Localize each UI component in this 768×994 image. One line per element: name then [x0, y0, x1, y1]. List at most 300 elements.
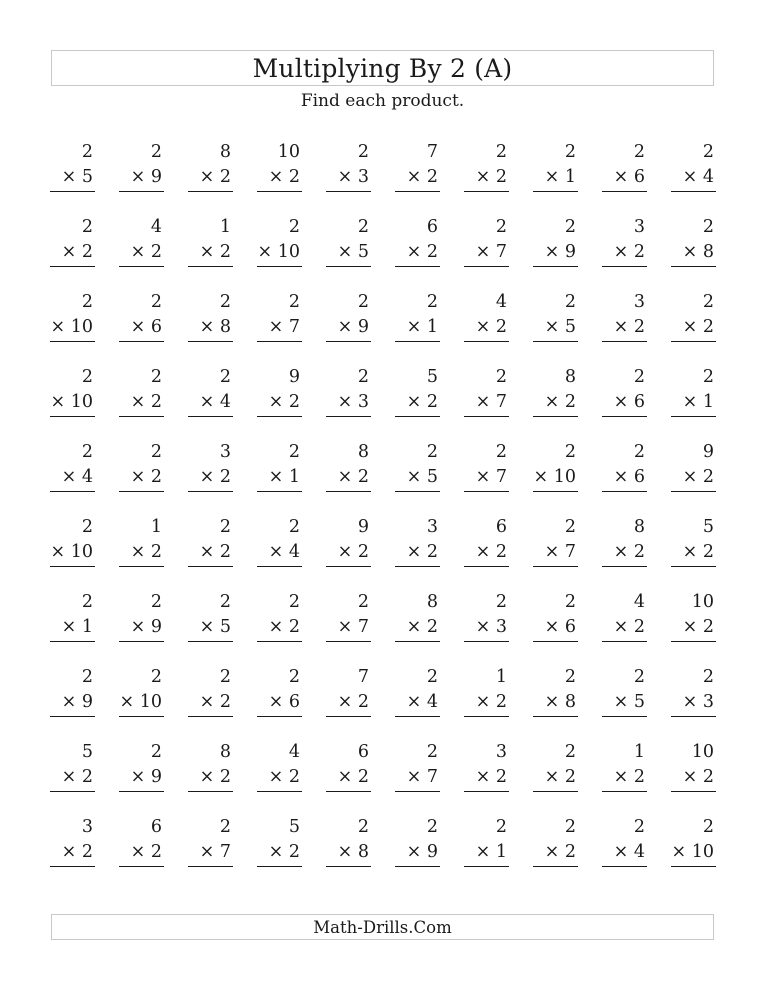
multiplicand: 4	[633, 592, 645, 612]
multiplier-value: 4	[288, 542, 300, 562]
multiplier-value: 2	[702, 467, 714, 487]
times-sign: ×	[268, 392, 284, 412]
answer-line	[326, 491, 371, 492]
multiplier-value: 2	[219, 692, 231, 712]
multiplication-problem	[462, 588, 509, 663]
answer-line	[533, 341, 578, 342]
times-sign: ×	[50, 542, 66, 562]
multiplier-value: 2	[426, 167, 438, 187]
multiplier	[476, 165, 507, 189]
multiplier-value: 5	[564, 317, 576, 337]
multiplicand: 2	[81, 142, 93, 162]
multiplier-value: 2	[81, 242, 93, 262]
multiplier-value: 2	[150, 842, 162, 862]
times-sign: ×	[475, 392, 491, 412]
multiplier-value: 7	[495, 392, 507, 412]
answer-line	[50, 266, 95, 267]
multiplication-problem	[600, 363, 647, 438]
multiplicand: 2	[150, 292, 162, 312]
multiplier	[683, 165, 714, 189]
multiplicand: 2	[81, 442, 93, 462]
multiplication-problem	[255, 513, 302, 588]
multiplier	[476, 615, 507, 639]
multiplicand: 2	[288, 592, 300, 612]
multiplication-problem	[531, 588, 578, 663]
multiplier-value: 10	[139, 692, 162, 712]
times-sign: ×	[544, 167, 560, 187]
multiplication-problem	[324, 588, 371, 663]
multiplier-value: 2	[495, 542, 507, 562]
multiplier	[200, 240, 231, 264]
answer-line	[257, 341, 302, 342]
times-sign: ×	[475, 167, 491, 187]
times-sign: ×	[130, 542, 146, 562]
multiplication-problem	[117, 813, 164, 888]
answer-line	[188, 641, 233, 642]
multiplication-problem	[324, 138, 371, 213]
multiplicand: 3	[81, 817, 93, 837]
multiplication-problem	[48, 738, 95, 813]
multiplication-problem	[600, 588, 647, 663]
multiplier-value: 2	[219, 167, 231, 187]
times-sign: ×	[268, 692, 284, 712]
multiplier-value: 2	[150, 392, 162, 412]
multiplier-value: 2	[633, 242, 645, 262]
answer-line	[671, 341, 716, 342]
multiplicand: 2	[426, 292, 438, 312]
multiplicand: 6	[150, 817, 162, 837]
multiplication-problem	[186, 588, 233, 663]
times-sign: ×	[475, 542, 491, 562]
multiplication-problem	[186, 438, 233, 513]
times-sign: ×	[130, 467, 146, 487]
multiplicand: 7	[426, 142, 438, 162]
worksheet-footer: Math-Drills.Com	[51, 914, 714, 940]
multiplier	[407, 840, 438, 864]
answer-line	[119, 641, 164, 642]
multiplicand: 2	[219, 817, 231, 837]
multiplier-value: 2	[219, 467, 231, 487]
multiplication-problem	[117, 513, 164, 588]
multiplier	[200, 390, 231, 414]
multiplier	[200, 465, 231, 489]
multiplier-value: 2	[357, 692, 369, 712]
answer-line	[602, 491, 647, 492]
multiplier	[50, 315, 93, 339]
answer-line	[188, 566, 233, 567]
answer-line	[50, 791, 95, 792]
multiplicand: 5	[81, 742, 93, 762]
answer-line	[464, 191, 509, 192]
multiplicand: 3	[633, 217, 645, 237]
multiplier	[131, 465, 162, 489]
times-sign: ×	[257, 242, 273, 262]
multiplication-problem	[531, 663, 578, 738]
multiplication-problem	[600, 138, 647, 213]
multiplier-value: 2	[357, 467, 369, 487]
multiplier-value: 2	[426, 617, 438, 637]
multiplier-value: 2	[495, 317, 507, 337]
multiplication-problem	[186, 813, 233, 888]
multiplier	[131, 840, 162, 864]
multiplier	[269, 465, 300, 489]
multiplier-value: 5	[426, 467, 438, 487]
multiplier	[545, 165, 576, 189]
multiplier-value: 1	[702, 392, 714, 412]
multiplicand: 2	[219, 517, 231, 537]
multiplier-value: 2	[495, 767, 507, 787]
multiplication-problem	[324, 813, 371, 888]
times-sign: ×	[199, 767, 215, 787]
multiplication-problem	[462, 138, 509, 213]
multiplicand: 3	[495, 742, 507, 762]
multiplier-value: 2	[702, 617, 714, 637]
multiplier-value: 5	[81, 167, 93, 187]
multiplication-problem	[324, 513, 371, 588]
multiplicand: 9	[702, 442, 714, 462]
multiplication-problem	[324, 363, 371, 438]
multiplication-problem	[393, 213, 440, 288]
multiplier	[683, 465, 714, 489]
multiplier	[407, 315, 438, 339]
multiplier	[338, 765, 369, 789]
multiplication-problem	[462, 513, 509, 588]
multiplier-value: 10	[70, 542, 93, 562]
answer-line	[533, 191, 578, 192]
multiplier-value: 2	[288, 392, 300, 412]
times-sign: ×	[671, 842, 687, 862]
multiplier-value: 2	[564, 767, 576, 787]
multiplier	[407, 765, 438, 789]
answer-line	[602, 266, 647, 267]
answer-line	[464, 716, 509, 717]
multiplier	[683, 540, 714, 564]
times-sign: ×	[406, 542, 422, 562]
answer-line	[395, 716, 440, 717]
multiplication-problem	[531, 513, 578, 588]
multiplier	[683, 390, 714, 414]
multiplier	[338, 390, 369, 414]
multiplier-value: 7	[495, 242, 507, 262]
answer-line	[464, 416, 509, 417]
multiplier	[62, 615, 93, 639]
times-sign: ×	[406, 767, 422, 787]
multiplier	[338, 690, 369, 714]
times-sign: ×	[682, 767, 698, 787]
answer-line	[395, 566, 440, 567]
times-sign: ×	[406, 317, 422, 337]
times-sign: ×	[475, 767, 491, 787]
multiplier	[545, 765, 576, 789]
multiplier-value: 7	[219, 842, 231, 862]
multiplicand: 2	[564, 742, 576, 762]
multiplier-value: 1	[288, 467, 300, 487]
answer-line	[188, 866, 233, 867]
multiplier	[476, 690, 507, 714]
answer-line	[326, 416, 371, 417]
times-sign: ×	[544, 767, 560, 787]
multiplier-value: 2	[357, 767, 369, 787]
multiplicand: 2	[288, 667, 300, 687]
answer-line	[188, 341, 233, 342]
multiplicand: 2	[150, 742, 162, 762]
multiplication-problem	[324, 288, 371, 363]
multiplicand: 8	[219, 742, 231, 762]
multiplication-problem	[600, 513, 647, 588]
multiplication-problem	[117, 438, 164, 513]
multiplicand: 2	[357, 292, 369, 312]
answer-line	[602, 641, 647, 642]
multiplier-value: 4	[426, 692, 438, 712]
answer-line	[257, 491, 302, 492]
multiplication-problem	[531, 213, 578, 288]
answer-line	[602, 716, 647, 717]
multiplicand: 2	[495, 592, 507, 612]
answer-line	[119, 791, 164, 792]
multiplicand: 10	[691, 742, 714, 762]
multiplier	[407, 165, 438, 189]
times-sign: ×	[475, 317, 491, 337]
multiplier	[62, 840, 93, 864]
multiplication-problem	[117, 288, 164, 363]
times-sign: ×	[337, 392, 353, 412]
multiplicand: 2	[495, 817, 507, 837]
multiplication-problem	[462, 438, 509, 513]
multiplier-value: 6	[633, 467, 645, 487]
multiplicand: 2	[495, 142, 507, 162]
times-sign: ×	[199, 242, 215, 262]
multiplicand: 6	[495, 517, 507, 537]
multiplication-problem	[600, 438, 647, 513]
times-sign: ×	[199, 467, 215, 487]
multiplicand: 1	[633, 742, 645, 762]
times-sign: ×	[682, 167, 698, 187]
multiplication-problem	[255, 138, 302, 213]
answer-line	[602, 341, 647, 342]
answer-line	[119, 416, 164, 417]
times-sign: ×	[544, 542, 560, 562]
multiplier	[476, 465, 507, 489]
multiplication-problem	[324, 738, 371, 813]
multiplicand: 2	[219, 667, 231, 687]
multiplicand: 2	[633, 442, 645, 462]
multiplier-value: 2	[288, 767, 300, 787]
times-sign: ×	[130, 317, 146, 337]
multiplier-value: 2	[219, 242, 231, 262]
multiplier-value: 3	[495, 617, 507, 637]
multiplication-problem	[117, 738, 164, 813]
times-sign: ×	[268, 467, 284, 487]
multiplication-problem	[117, 138, 164, 213]
times-sign: ×	[406, 242, 422, 262]
multiplicand: 8	[633, 517, 645, 537]
times-sign: ×	[682, 467, 698, 487]
multiplier-value: 9	[150, 617, 162, 637]
multiplication-problem	[186, 213, 233, 288]
multiplicand: 4	[150, 217, 162, 237]
multiplier	[614, 690, 645, 714]
multiplier	[200, 315, 231, 339]
multiplier	[200, 165, 231, 189]
multiplier-value: 3	[357, 392, 369, 412]
worksheet-title: Multiplying By 2 (A)	[51, 50, 714, 86]
multiplicand: 7	[357, 667, 369, 687]
times-sign: ×	[199, 542, 215, 562]
multiplier-value: 5	[633, 692, 645, 712]
multiplier	[407, 240, 438, 264]
worksheet-instructions: Find each product.	[300, 91, 465, 111]
multiplier	[200, 765, 231, 789]
multiplicand: 2	[150, 367, 162, 387]
answer-line	[533, 791, 578, 792]
answer-line	[602, 791, 647, 792]
multiplier-value: 2	[219, 767, 231, 787]
answer-line	[257, 866, 302, 867]
multiplication-problem	[186, 738, 233, 813]
multiplication-problem	[48, 588, 95, 663]
multiplicand: 1	[150, 517, 162, 537]
answer-line	[257, 266, 302, 267]
multiplication-problem	[531, 813, 578, 888]
times-sign: ×	[544, 617, 560, 637]
multiplier-value: 6	[288, 692, 300, 712]
multiplier-value: 10	[70, 317, 93, 337]
multiplicand: 2	[357, 142, 369, 162]
multiplicand: 1	[219, 217, 231, 237]
multiplication-problem	[48, 288, 95, 363]
multiplicand: 4	[495, 292, 507, 312]
multiplicand: 8	[357, 442, 369, 462]
multiplier	[476, 840, 507, 864]
multiplier	[683, 690, 714, 714]
multiplier	[614, 840, 645, 864]
answer-line	[188, 191, 233, 192]
multiplier	[338, 615, 369, 639]
times-sign: ×	[337, 842, 353, 862]
multiplicand: 2	[150, 667, 162, 687]
multiplicand: 2	[702, 217, 714, 237]
multiplication-problem	[669, 663, 716, 738]
multiplier	[62, 765, 93, 789]
answer-line	[50, 566, 95, 567]
multiplier	[407, 540, 438, 564]
multiplier	[50, 390, 93, 414]
answer-line	[671, 191, 716, 192]
answer-line	[464, 341, 509, 342]
multiplication-problem	[462, 363, 509, 438]
multiplier-value: 2	[633, 617, 645, 637]
multiplication-problem	[669, 138, 716, 213]
answer-line	[533, 491, 578, 492]
answer-line	[326, 341, 371, 342]
answer-line	[50, 191, 95, 192]
times-sign: ×	[337, 467, 353, 487]
multiplication-problem	[669, 363, 716, 438]
multiplier-value: 2	[288, 842, 300, 862]
multiplication-problem	[393, 588, 440, 663]
answer-line	[326, 266, 371, 267]
multiplier-value: 2	[357, 542, 369, 562]
answer-line	[671, 791, 716, 792]
multiplicand: 2	[564, 217, 576, 237]
times-sign: ×	[199, 692, 215, 712]
multiplier-value: 1	[564, 167, 576, 187]
times-sign: ×	[613, 542, 629, 562]
answer-line	[119, 191, 164, 192]
multiplication-problem	[531, 288, 578, 363]
multiplicand: 1	[495, 667, 507, 687]
times-sign: ×	[475, 617, 491, 637]
multiplier	[200, 615, 231, 639]
multiplicand: 2	[495, 367, 507, 387]
answer-line	[533, 866, 578, 867]
multiplication-problem	[531, 438, 578, 513]
multiplication-problem	[255, 438, 302, 513]
multiplier-value: 7	[426, 767, 438, 787]
multiplicand: 3	[633, 292, 645, 312]
answer-line	[671, 416, 716, 417]
multiplication-problem	[531, 738, 578, 813]
multiplier	[338, 840, 369, 864]
times-sign: ×	[613, 167, 629, 187]
multiplier-value: 5	[219, 617, 231, 637]
multiplicand: 2	[219, 367, 231, 387]
multiplier	[269, 615, 300, 639]
multiplier-value: 4	[81, 467, 93, 487]
times-sign: ×	[682, 692, 698, 712]
answer-line	[326, 716, 371, 717]
multiplicand: 2	[357, 592, 369, 612]
multiplier-value: 2	[702, 542, 714, 562]
answer-line	[119, 341, 164, 342]
multiplicand: 2	[702, 367, 714, 387]
multiplier	[476, 540, 507, 564]
multiplicand: 2	[426, 817, 438, 837]
times-sign: ×	[268, 542, 284, 562]
times-sign: ×	[50, 392, 66, 412]
multiplier	[545, 540, 576, 564]
multiplier	[338, 540, 369, 564]
multiplier	[614, 615, 645, 639]
multiplication-problem	[48, 363, 95, 438]
times-sign: ×	[337, 617, 353, 637]
times-sign: ×	[406, 617, 422, 637]
answer-line	[50, 641, 95, 642]
multiplier-value: 1	[81, 617, 93, 637]
multiplicand: 2	[81, 667, 93, 687]
multiplicand: 5	[288, 817, 300, 837]
multiplicand: 2	[564, 667, 576, 687]
answer-line	[188, 266, 233, 267]
times-sign: ×	[337, 692, 353, 712]
multiplier	[476, 240, 507, 264]
multiplication-problem	[393, 663, 440, 738]
times-sign: ×	[475, 842, 491, 862]
multiplicand: 9	[357, 517, 369, 537]
answer-line	[257, 191, 302, 192]
multiplier	[683, 315, 714, 339]
multiplier	[131, 540, 162, 564]
times-sign: ×	[613, 842, 629, 862]
multiplicand: 2	[150, 442, 162, 462]
times-sign: ×	[130, 242, 146, 262]
times-sign: ×	[61, 617, 77, 637]
multiplicand: 2	[633, 817, 645, 837]
multiplier	[338, 165, 369, 189]
multiplier	[407, 465, 438, 489]
times-sign: ×	[682, 242, 698, 262]
multiplier-value: 6	[564, 617, 576, 637]
